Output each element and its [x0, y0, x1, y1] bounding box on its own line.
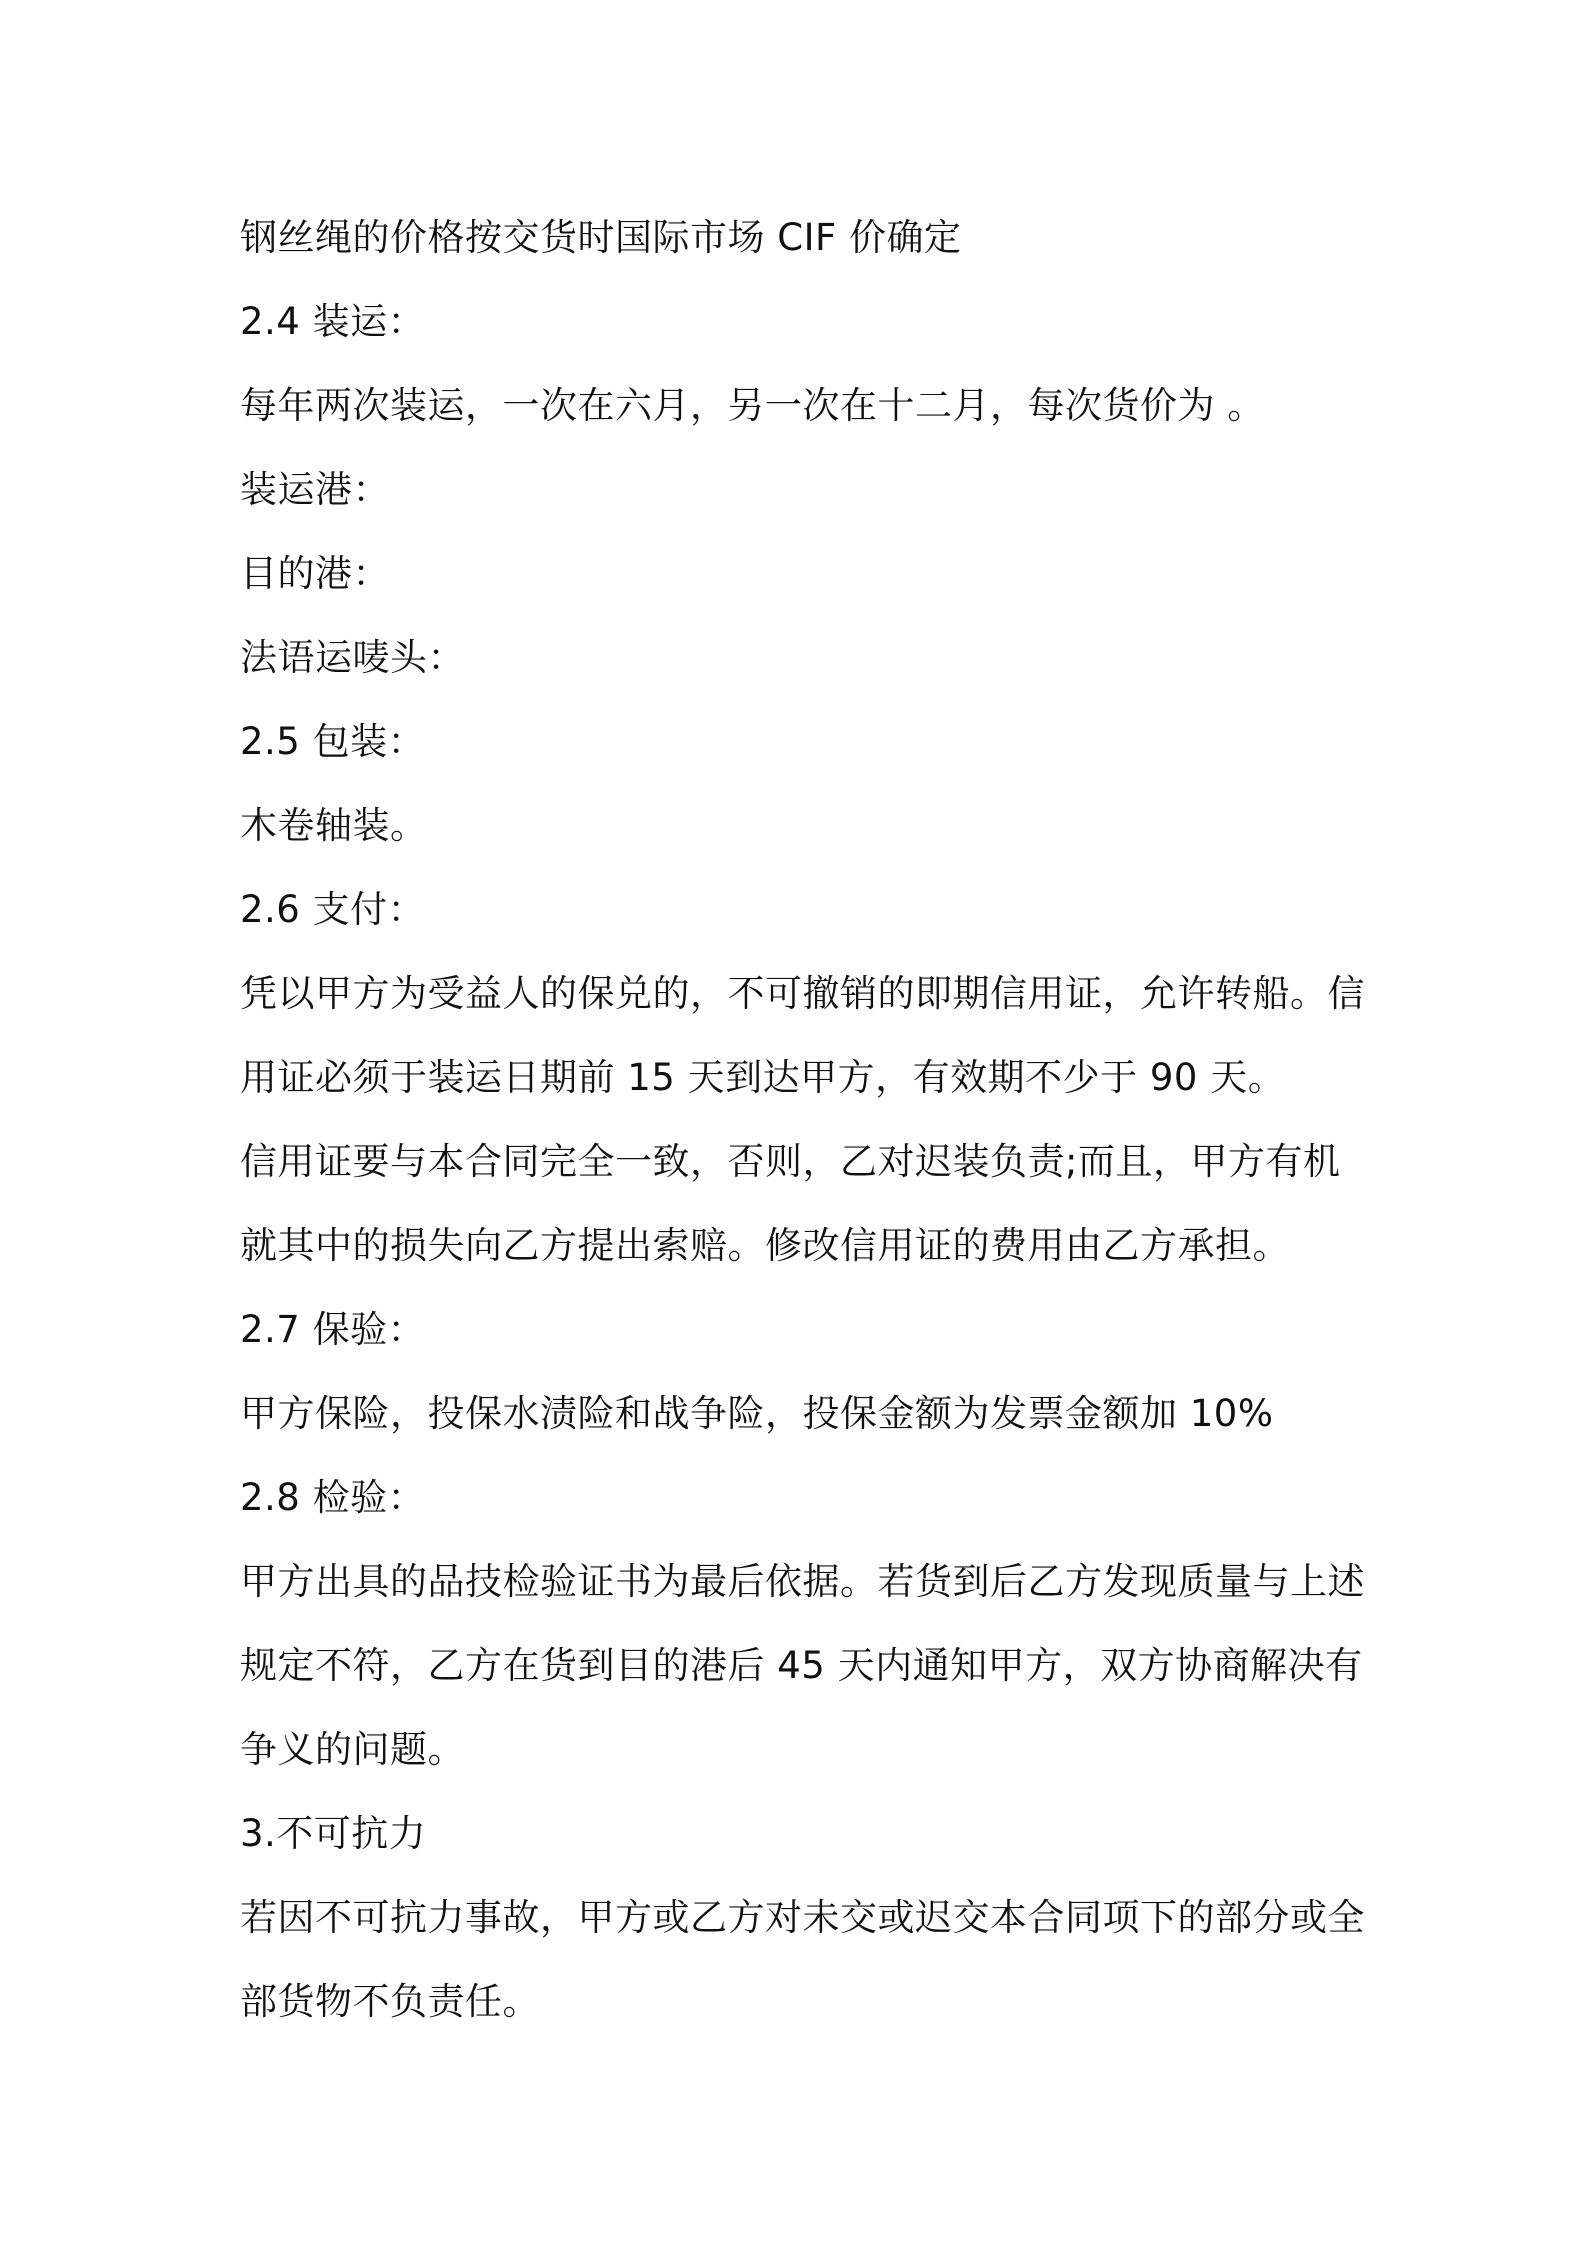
- text-line-packing: 木卷轴装。: [240, 804, 428, 847]
- text-line-payment-3: 信用证要与本合同完全一致，否则，乙对迟装负责;而且，甲方有机: [240, 1140, 1341, 1183]
- text-line-price: 钢丝绳的价格按交货时国际市场 CIF 价确定: [240, 216, 962, 259]
- heading-3-force-majeure: 3.不可抗力: [240, 1812, 427, 1855]
- heading-2-7-insurance: 2.7 保验：: [240, 1308, 426, 1351]
- heading-2-4-shipment: 2.4 装运：: [240, 300, 426, 343]
- text-line-inspection-1: 甲方出具的品技检验证书为最后依据。若货到后乙方发现质量与上述: [240, 1560, 1365, 1603]
- text-line-shipping-mark: 法语运唛头：: [240, 636, 465, 679]
- heading-2-5-packing: 2.5 包装：: [240, 720, 426, 763]
- text-line-inspection-3: 争义的问题。: [240, 1728, 465, 1771]
- heading-2-6-payment: 2.6 支付：: [240, 888, 426, 931]
- text-line-insurance: 甲方保险，投保水渍险和战争险，投保金额为发票金额加 10%: [240, 1392, 1274, 1435]
- text-line-payment-1: 凭以甲方为受益人的保兑的，不可撤销的即期信用证，允许转船。信: [240, 972, 1365, 1015]
- text-line-destination-port: 目的港：: [240, 552, 390, 595]
- heading-2-8-inspection: 2.8 检验：: [240, 1476, 426, 1519]
- text-line-payment-2: 用证必须于装运日期前 15 天到达甲方，有效期不少于 90 天。: [240, 1056, 1286, 1099]
- text-line-payment-4: 就其中的损失向乙方提出索赔。修改信用证的费用由乙方承担。: [240, 1224, 1290, 1267]
- document-body: [240, 196, 1365, 2044]
- text-line-force-majeure-2: 部货物不负责任。: [240, 1980, 540, 2023]
- text-line-shipment-schedule: 每年两次装运，一次在六月，另一次在十二月，每次货价为 。: [240, 384, 1265, 427]
- text-line-inspection-2: 规定不符，乙方在货到目的港后 45 天内通知甲方，双方协商解决有: [240, 1644, 1363, 1687]
- text-line-loading-port: 装运港：: [240, 468, 390, 511]
- text-line-force-majeure-1: 若因不可抗力事故，甲方或乙方对未交或迟交本合同项下的部分或全: [240, 1896, 1365, 1939]
